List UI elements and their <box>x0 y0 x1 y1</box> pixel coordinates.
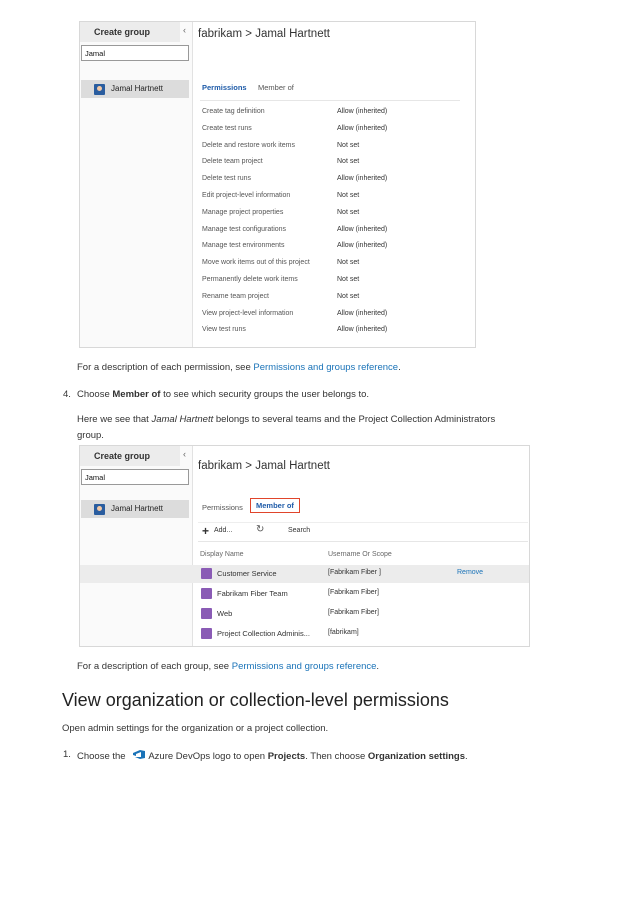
user-result-label: Jamal Hartnett <box>111 504 164 513</box>
step1-mid: Azure DevOps logo to open <box>146 751 268 762</box>
here-text <box>77 414 495 425</box>
azure-devops-logo-icon <box>132 749 146 760</box>
permission-value[interactable]: Not set <box>337 208 360 216</box>
collapse-chevron-icon[interactable]: ‹ <box>183 25 186 35</box>
desc-text: For a description of each permission, see <box>77 362 254 373</box>
user-avatar-icon <box>94 84 105 95</box>
here-post: belongs to several teams and the Project Collection Administrators <box>213 414 496 425</box>
member-of-screenshot <box>79 445 530 647</box>
permission-name: Move work items out of this project <box>202 259 310 267</box>
member-row[interactable] <box>80 605 529 623</box>
permission-value[interactable]: Not set <box>337 158 360 166</box>
add-button[interactable]: Add... <box>214 527 233 534</box>
step4-post: to see which security groups the user belongs to. <box>160 389 370 400</box>
group-icon <box>201 628 212 639</box>
group-name: Web <box>217 609 233 618</box>
permission-name: Create test runs <box>202 124 252 132</box>
tab-member-of[interactable] <box>250 498 300 513</box>
permission-value[interactable]: Not set <box>337 292 360 300</box>
group-name: Project Collection Adminis... <box>217 629 310 638</box>
group-description <box>77 661 379 672</box>
permission-name: Delete test runs <box>202 175 252 183</box>
group-icon <box>201 608 212 619</box>
group-name: Fabrikam Fiber Team <box>217 589 288 598</box>
step-4-number: 4. <box>63 389 71 400</box>
page-header: fabrikam > Jamal Hartnett <box>198 460 330 472</box>
section-heading: View organization or collection-level permissions <box>62 690 449 710</box>
member-row[interactable] <box>80 585 529 603</box>
group-scope: [fabrikam] <box>328 629 359 636</box>
permission-name: Edit project-level information <box>202 192 291 199</box>
permission-value[interactable]: Allow (inherited) <box>337 108 388 115</box>
permission-value[interactable]: Not set <box>337 276 360 283</box>
step4-bold: Member of <box>112 389 161 400</box>
permission-value[interactable]: Allow (inherited) <box>337 326 388 334</box>
permission-value[interactable]: Allow (inherited) <box>337 124 388 132</box>
step1-pre: Choose the <box>77 751 126 762</box>
permission-name: Delete and restore work items <box>202 141 295 149</box>
permission-name: View project-level information <box>202 309 294 317</box>
permission-name: Rename team project <box>202 292 269 300</box>
user-result-item[interactable] <box>81 500 189 518</box>
group-icon <box>201 588 212 599</box>
member-row[interactable] <box>80 625 529 643</box>
desc2-text: For a description of each group, see <box>77 661 232 672</box>
permission-value[interactable]: Not set <box>337 259 360 267</box>
step4-pre: Choose <box>77 389 113 400</box>
desc-period: . <box>398 362 401 373</box>
here-pre: Here we see that <box>77 414 152 425</box>
user-result-item[interactable] <box>81 80 189 98</box>
step-4-text <box>77 389 369 400</box>
here-italic: Jamal Hartnett <box>151 414 214 425</box>
tab-permissions[interactable]: Permissions <box>202 503 243 512</box>
permission-value[interactable]: Not set <box>337 141 360 149</box>
permission-value[interactable]: Allow (inherited) <box>337 309 388 317</box>
permission-name: Manage test environments <box>202 242 285 250</box>
group-name: Customer Service <box>217 569 277 578</box>
create-group-button[interactable]: Create group <box>80 446 180 466</box>
group-icon <box>201 568 212 579</box>
user-result-label: Jamal Hartnett <box>111 84 164 93</box>
sidebar <box>80 22 193 347</box>
permission-value[interactable]: Not set <box>337 192 360 199</box>
step1-bold2: Organization settings <box>367 751 466 762</box>
step1-post: . <box>465 751 468 762</box>
permission-value[interactable]: Allow (inherited) <box>337 175 388 183</box>
create-group-button[interactable]: Create group <box>80 22 180 42</box>
tab-member-of[interactable]: Member of <box>258 83 294 92</box>
step-1-text <box>77 749 468 762</box>
search-button[interactable]: Search <box>288 527 311 534</box>
tab-member-of-label: Member of <box>256 501 294 510</box>
groups-reference-link[interactable]: Permissions and groups reference <box>231 661 377 672</box>
permission-value[interactable]: Allow (inherited) <box>337 225 388 233</box>
tab-permissions[interactable]: Permissions <box>202 83 247 92</box>
here-text-line2: group. <box>77 430 104 441</box>
add-icon: + <box>202 524 210 538</box>
permissions-reference-link[interactable]: Permissions and groups reference <box>253 362 399 373</box>
step1-bold1: Projects <box>267 751 306 762</box>
member-row[interactable] <box>80 565 529 583</box>
desc2-period: . <box>376 661 380 672</box>
remove-link[interactable]: Remove <box>457 569 484 576</box>
permissions-screenshot <box>79 21 476 348</box>
permission-name: Manage test configurations <box>202 225 287 233</box>
step1-mid2: . Then choose <box>305 751 368 762</box>
tab-underline <box>200 100 460 101</box>
permission-name: Create tag definition <box>202 108 265 115</box>
permission-description <box>77 362 401 373</box>
permission-name: Delete team project <box>202 158 263 166</box>
refresh-icon[interactable]: ↻ <box>256 524 265 535</box>
group-scope: [Fabrikam Fiber] <box>328 589 379 596</box>
permission-name: Manage project properties <box>202 208 284 216</box>
group-scope: [Fabrikam Fiber] <box>328 609 379 616</box>
page-header: fabrikam > Jamal Hartnett <box>198 28 330 40</box>
permission-value[interactable]: Allow (inherited) <box>337 242 388 250</box>
open-admin-text: Open admin settings for the organization or a project collection. <box>62 723 329 734</box>
col-username-scope[interactable]: Username Or Scope <box>328 551 392 558</box>
permission-name: Permanently delete work items <box>202 276 298 283</box>
col-display-name[interactable]: Display Name <box>200 551 244 558</box>
permission-name: View test runs <box>202 326 246 334</box>
user-search-input[interactable]: Jamal <box>81 45 189 61</box>
toolbar <box>198 522 528 542</box>
user-avatar-icon <box>94 504 105 515</box>
collapse-chevron-icon[interactable]: ‹ <box>183 449 186 459</box>
group-scope: [Fabrikam Fiber ] <box>328 569 381 576</box>
step-1-number: 1. <box>63 749 71 760</box>
user-search-input[interactable]: Jamal <box>81 469 189 485</box>
